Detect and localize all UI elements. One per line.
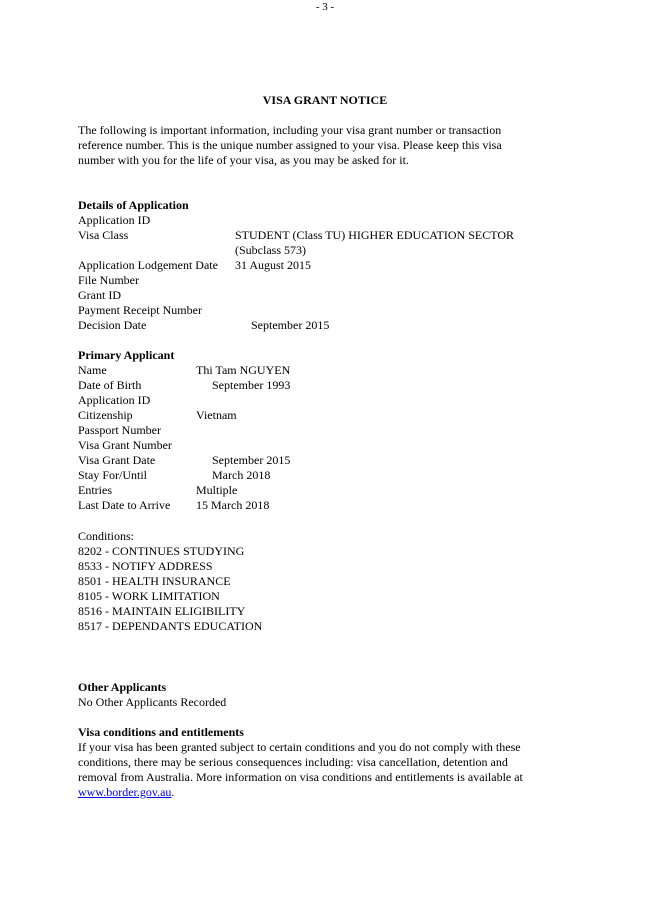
field-label: Visa Class	[78, 228, 129, 242]
field-label: Last Date to Arrive	[78, 498, 171, 512]
payment-receipt-row	[78, 303, 202, 318]
condition-item: 8105 - WORK LIMITATION	[78, 589, 220, 603]
field-value: March 2018	[212, 468, 271, 482]
application-id-row	[78, 393, 174, 408]
entitlements-link-line	[78, 785, 578, 800]
field-label: Name	[78, 363, 107, 377]
primary-applicant-section	[78, 348, 291, 513]
field-value: September 2015	[212, 453, 291, 467]
link-suffix: .	[171, 785, 175, 799]
visa-class-row-continued	[78, 243, 306, 258]
section-heading: Primary Applicant	[78, 348, 175, 362]
condition-item: 8501 - HEALTH INSURANCE	[78, 574, 231, 588]
grant-id-row	[78, 288, 189, 303]
entitlements-line: removal from Australia. More information on visa conditions and entitlements is available at	[78, 770, 523, 784]
intro-paragraph	[78, 123, 558, 168]
conditions-section	[78, 529, 262, 634]
field-label: Stay For/Until	[78, 468, 148, 482]
field-label: Date of Birth	[78, 378, 142, 392]
field-label: File Number	[78, 273, 139, 287]
border-website-link[interactable]: www.border.gov.au	[78, 785, 172, 799]
conditions-heading: Conditions:	[78, 529, 135, 543]
section-heading: Visa conditions and entitlements	[78, 725, 244, 739]
field-label: Decision Date	[78, 318, 147, 332]
other-applicants-text: No Other Applicants Recorded	[78, 695, 227, 709]
page-number: - 3 -	[315, 1, 335, 13]
field-value: 31 August 2015	[235, 258, 312, 272]
field-label: Visa Grant Number	[78, 438, 172, 452]
condition-item: 8517 - DEPENDANTS EDUCATION	[78, 619, 263, 633]
condition-item: 8533 - NOTIFY ADDRESS	[78, 559, 213, 573]
field-label: Application ID	[78, 393, 151, 407]
field-label: Citizenship	[78, 408, 133, 422]
field-value: September 1993	[212, 378, 291, 392]
field-value: Multiple	[196, 483, 238, 497]
stay-until-row	[78, 468, 271, 483]
section-heading: Details of Application	[78, 198, 189, 212]
section-heading: Other Applicants	[78, 680, 167, 694]
citizenship-row	[78, 408, 237, 423]
intro-line: reference number. This is the unique number assigned to your visa. Please keep this visa	[78, 138, 502, 152]
entitlements-line: If your visa has been granted subject to certain conditions and you do not comply with these	[78, 740, 521, 754]
entries-row	[78, 483, 238, 498]
field-value: Thi Tam NGUYEN	[196, 363, 291, 377]
other-applicants-section	[78, 680, 226, 710]
field-label: Passport Number	[78, 423, 161, 437]
visa-class-row	[78, 228, 514, 243]
document-title: VISA GRANT NOTICE	[262, 93, 388, 107]
field-value: Vietnam	[196, 408, 237, 422]
field-label: Payment Receipt Number	[78, 303, 202, 317]
entitlements-line: conditions, there may be serious consequences including: visa cancellation, detention and	[78, 755, 508, 769]
date-of-birth-row	[78, 378, 291, 393]
field-value: (Subclass 573)	[235, 243, 306, 257]
file-number-row	[78, 273, 189, 288]
field-label: Grant ID	[78, 288, 121, 302]
passport-number-row	[78, 423, 174, 438]
decision-date-row	[78, 318, 330, 333]
intro-line: number with you for the life of your visa, as you may be asked for it.	[78, 153, 409, 167]
visa-entitlements-section	[78, 725, 578, 800]
lodgement-date-row	[78, 258, 312, 273]
name-row	[78, 363, 291, 378]
condition-item: 8202 - CONTINUES STUDYING	[78, 544, 245, 558]
application-id-row	[78, 213, 189, 228]
last-date-to-arrive-row	[78, 498, 270, 513]
field-value: 15 March 2018	[196, 498, 270, 512]
field-value: September 2015	[251, 318, 330, 332]
field-label: Application Lodgement Date	[78, 258, 218, 272]
field-value: STUDENT (Class TU) HIGHER EDUCATION SECTOR	[235, 228, 514, 242]
field-label: Entries	[78, 483, 112, 497]
visa-grant-date-row	[78, 453, 291, 468]
field-label: Visa Grant Date	[78, 453, 156, 467]
intro-line: The following is important information, including your visa grant number or transaction	[78, 123, 502, 137]
condition-item: 8516 - MAINTAIN ELIGIBILITY	[78, 604, 246, 618]
details-of-application-section	[78, 198, 514, 333]
field-label: Application ID	[78, 213, 151, 227]
visa-grant-number-row	[78, 438, 174, 453]
